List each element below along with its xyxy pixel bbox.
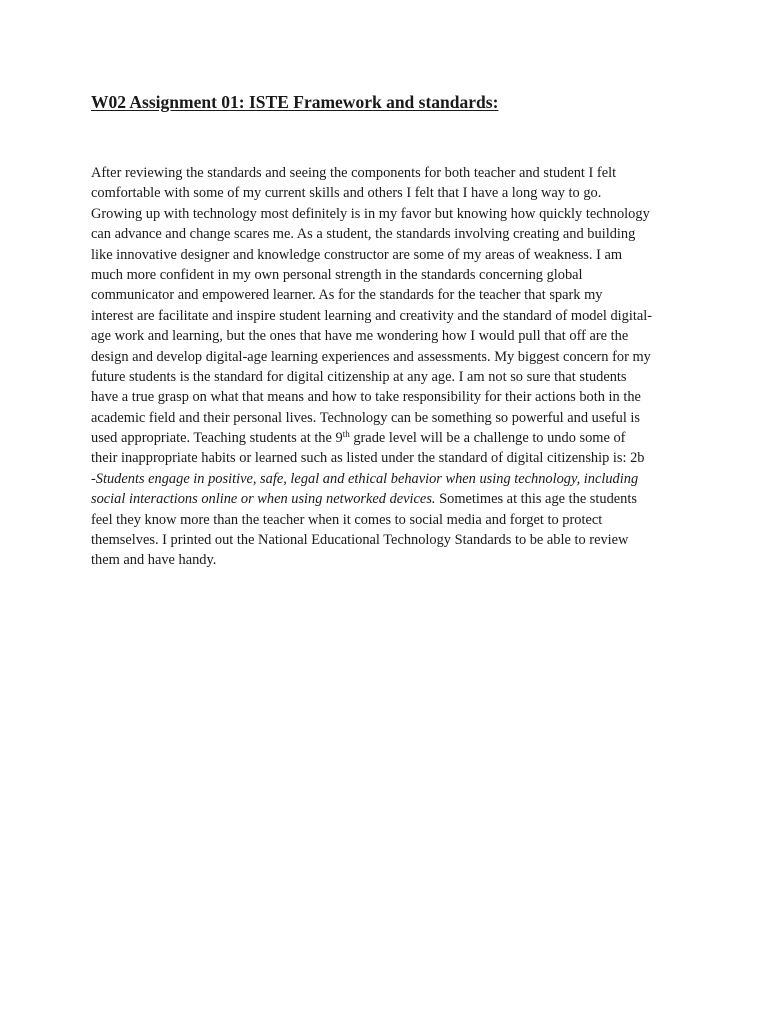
paragraph-line: feel they know more than the teacher when it comes to social media and forget to protect (91, 511, 603, 528)
paragraph-line: Growing up with technology most definitely is in my favor but knowing how quickly technology (91, 205, 650, 222)
paragraph-line: have a true grasp on what that means and how to take responsibility for their actions both in the (91, 389, 641, 406)
paragraph-line: like innovative designer and knowledge constructor are some of my areas of weakness. I am (91, 246, 623, 263)
page-title: W02 Assignment 01: ISTE Framework and standards: (91, 92, 499, 112)
paragraph-line: age work and learning, but the ones that have me wondering how I would pull that off are the (91, 328, 629, 345)
paragraph-line: interest are facilitate and inspire student learning and creativity and the standard of model digital- (91, 307, 653, 324)
paragraph-line: After reviewing the standards and seeing the components for both teacher and student I felt (91, 165, 617, 181)
paragraph-line: their inappropriate habits or learned such as listed under the standard of digital citizenship is: 2b (91, 450, 645, 467)
paragraph-line: them and have handy. (91, 552, 217, 569)
paragraph-line: themselves. I printed out the National Educational Technology Standards to be able to review (91, 532, 629, 549)
line-text: Sometimes at this age the students (435, 491, 637, 508)
paragraph-line (91, 489, 691, 509)
quoted-standard-text: social interactions online or when using networked devices. (91, 491, 436, 508)
paragraph-line: future students is the standard for digital citizenship at any age. I am not so sure that students (91, 368, 627, 385)
paragraph-line: design and develop digital-age learning experiences and assessments. My biggest concern for my (91, 348, 651, 365)
line-text: used appropriate. Teaching students at the 9 (91, 430, 343, 447)
paragraph-line (91, 428, 691, 448)
quoted-standard-line: -Students engage in positive, safe, legal and ethical behavior when using technology, including (91, 470, 639, 487)
paragraph-line: comfortable with some of my current skills and others I felt that I have a long way to go. (91, 185, 602, 202)
paragraph-line: communicator and empowered learner. As for the standards for the teacher that spark my (91, 287, 603, 304)
paragraph-line: can advance and change scares me. As a student, the standards involving creating and building (91, 226, 636, 243)
paragraph-line: much more confident in my own personal strength in the standards concerning global (91, 266, 583, 283)
ordinal-superscript: th (342, 429, 350, 440)
line-text: grade level will be a challenge to undo some of (349, 430, 626, 447)
paragraph-line: academic field and their personal lives. Technology can be something so powerful and useful is (91, 409, 641, 426)
body-paragraph (91, 163, 691, 571)
